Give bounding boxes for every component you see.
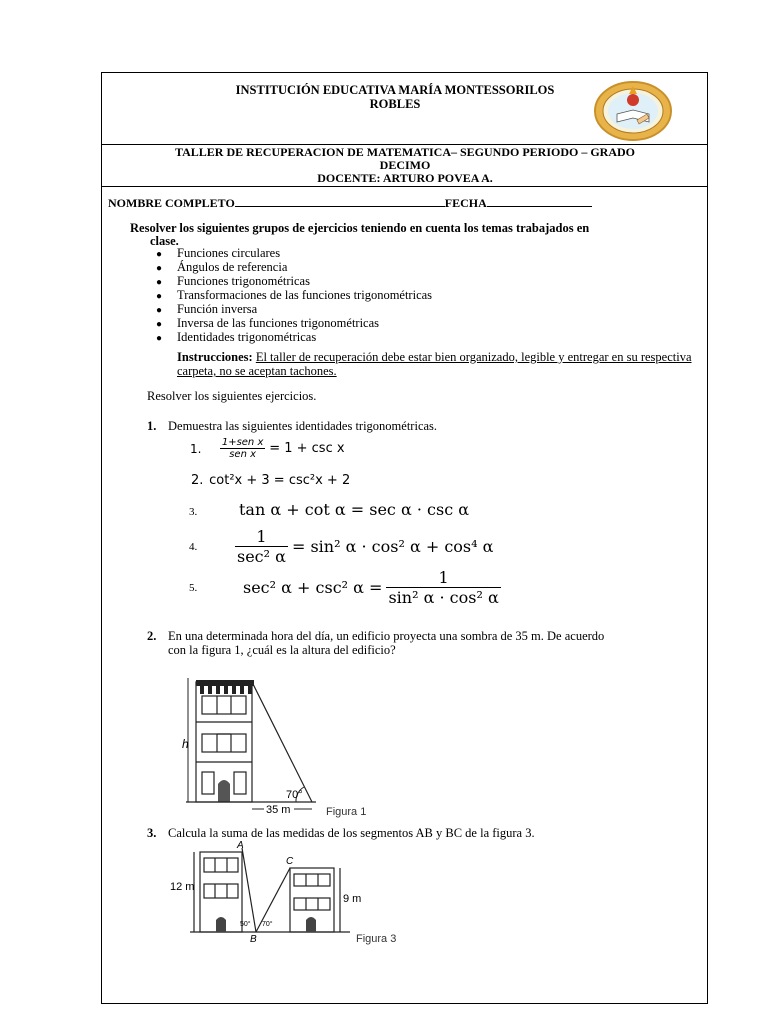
list-item: ● Identidades trigonométricas	[156, 330, 317, 344]
figure-1-caption: Figura 1	[326, 806, 367, 818]
date-label: FECHA	[444, 196, 487, 210]
institution-name: INSTITUCIÓN EDUCATIVA MARÍA MONTESSORILOS ROBLES	[235, 83, 555, 111]
date-field[interactable]	[487, 196, 592, 207]
figure-1	[176, 674, 376, 824]
name-date-row	[108, 196, 592, 211]
question-2: 2. En una determinada hora del día, un edificio proyecta una sombra de 35 m. De acuerdo con la figura 1, ¿cuál es la altura del edificio?	[147, 629, 605, 657]
angle-label: 70°	[286, 789, 303, 801]
intro-text: Resolver los siguientes grupos de ejercicios teniendo en cuenta los temas trabajados en clase.	[130, 221, 590, 248]
list-item: ● Funciones trigonométricas	[156, 274, 310, 288]
point-c-label: C	[286, 856, 294, 867]
point-b-label: B	[250, 934, 257, 945]
identity-5: 5. sec² α + csc² α = $\frac{1}{\text{sin² α · cos² α}}$	[189, 568, 499, 607]
left-height-label: 12 m	[170, 881, 195, 893]
school-crest-icon	[593, 80, 673, 147]
list-item: ● Ángulos de referencia	[156, 260, 288, 274]
name-field[interactable]	[235, 196, 445, 207]
identity-3: 3. tan α + cot α = sec α · csc α	[189, 500, 470, 519]
instructions: Instrucciones: El taller de recuperación debe estar bien organizado, legible y entregar en su respectiva carpeta, no se aceptan tachones.	[177, 350, 692, 378]
figure-3-caption: Figura 3	[356, 933, 397, 945]
name-label: NOMBRE COMPLETO	[108, 196, 235, 210]
angle-left-label: 50°	[240, 921, 251, 928]
list-item: ● Transformaciones de las funciones trigonométricas	[156, 288, 433, 302]
identity-4: 4. $\frac{1}{\text{sec² α}}$ = sin² α · cos² α + cos⁴ α	[189, 527, 494, 566]
resolver-text: Resolver los siguientes ejercicios.	[147, 389, 317, 403]
question-3: 3. Calcula la suma de las medidas de los segmentos AB y BC de la figura 3.	[147, 826, 535, 840]
identity-1: 1. $\frac{\text{1+sen x}}{\text{sen x}}$ = 1 + csc x	[190, 437, 345, 460]
figure-3	[170, 840, 410, 955]
height-label: h	[182, 737, 189, 751]
list-item: ● Función inversa	[156, 302, 258, 316]
identity-2: 2. cot²x + 3 = csc²x + 2	[191, 473, 351, 488]
right-height-label: 9 m	[343, 893, 362, 905]
angle-right-label: 70°	[262, 921, 273, 928]
divider-title	[101, 186, 708, 187]
list-item: ● Inversa de las funciones trigonométricas	[156, 316, 380, 330]
shadow-label: 35 m	[266, 804, 291, 816]
topic-list	[156, 247, 432, 345]
point-a-label: A	[237, 840, 244, 851]
workshop-title: TALLER DE RECUPERACION DE MATEMATICA– SEGUNDO PERIODO – GRADO DECIMO DOCENTE: ARTURO POVEA A.	[174, 145, 636, 185]
question-1: 1. Demuestra las siguientes identidades trigonométricas.	[147, 419, 438, 433]
list-item: ● Funciones circulares	[156, 246, 281, 260]
